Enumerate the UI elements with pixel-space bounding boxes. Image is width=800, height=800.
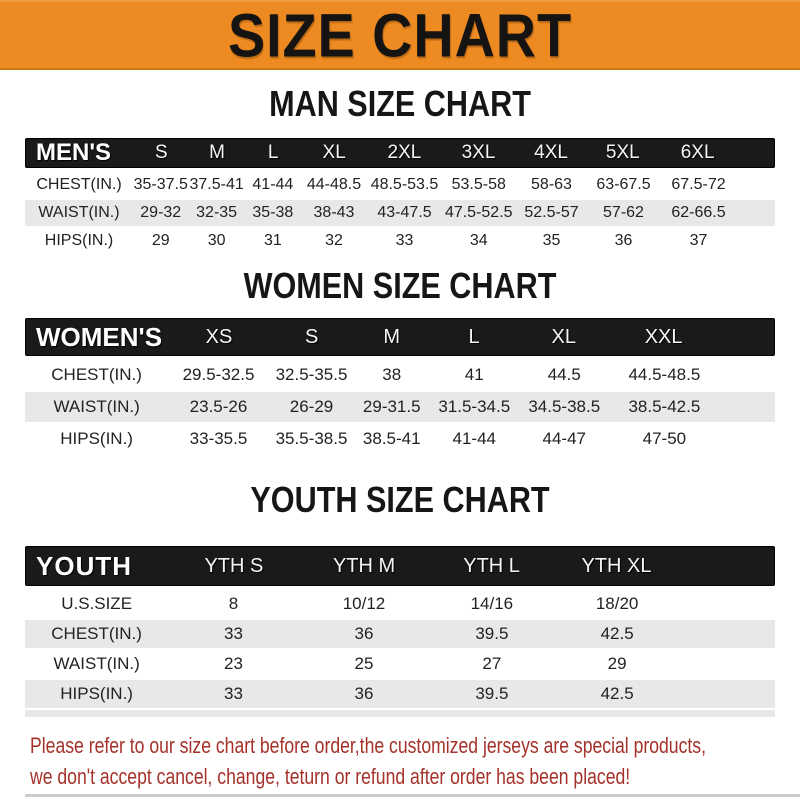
table-cell: 29 bbox=[607, 654, 627, 673]
table-cell: 35.5-38.5 bbox=[275, 429, 348, 448]
row-label: HIPS(IN.) bbox=[60, 429, 133, 448]
row-label: WAIST(IN.) bbox=[38, 204, 120, 221]
size-chart-banner bbox=[0, 0, 800, 70]
youth-size-table bbox=[25, 546, 775, 708]
table-cell: 33-35.5 bbox=[189, 429, 248, 448]
column-header: YTH M bbox=[332, 554, 396, 577]
disclaimer-line-1: Please refer to our size chart before order,the customized jerseys are special products, bbox=[30, 733, 706, 758]
table-cell: 27 bbox=[482, 654, 502, 673]
women-table-header-bar bbox=[25, 318, 775, 356]
column-header: 6XL bbox=[680, 142, 715, 163]
table-cell: 38-43 bbox=[313, 204, 355, 221]
table-row bbox=[25, 590, 775, 618]
table-cell: 42.5 bbox=[600, 624, 634, 643]
table-row bbox=[25, 200, 775, 226]
table-cell: 29.5-32.5 bbox=[182, 365, 255, 384]
women-heading-text: WOMEN SIZE CHART bbox=[243, 265, 557, 306]
table-cell: 39.5 bbox=[475, 624, 509, 643]
women-table-corner-label: WOMEN'S bbox=[36, 321, 163, 352]
column-header: 2XL bbox=[387, 142, 422, 163]
table-cell: 47.5-52.5 bbox=[444, 204, 513, 221]
table-cell: 53.5-58 bbox=[451, 176, 506, 193]
table-cell: 38 bbox=[382, 365, 402, 384]
table-cell: 29-31.5 bbox=[362, 397, 421, 416]
men-section-heading bbox=[0, 70, 800, 138]
column-header: S bbox=[155, 142, 168, 163]
table-cell: 18/20 bbox=[595, 594, 639, 613]
column-header: L bbox=[267, 142, 279, 163]
table-cell: 32-35 bbox=[196, 204, 238, 221]
table-cell: 35-38 bbox=[252, 204, 294, 221]
column-header: XL bbox=[551, 325, 576, 348]
men-table-corner-label: MEN'S bbox=[36, 139, 112, 166]
column-header: M bbox=[383, 325, 401, 348]
table-cell: 8 bbox=[228, 594, 239, 613]
youth-section-heading bbox=[0, 454, 800, 546]
table-cell: 62-66.5 bbox=[671, 204, 726, 221]
table-cell: 47-50 bbox=[642, 429, 687, 448]
women-size-table bbox=[25, 318, 775, 454]
table-cell: 44-47 bbox=[542, 429, 586, 448]
column-header: YTH S bbox=[204, 554, 264, 577]
table-cell: 31 bbox=[263, 232, 282, 249]
table-cell: 32.5-35.5 bbox=[275, 365, 348, 384]
banner-title: SIZE CHART bbox=[227, 0, 573, 70]
table-cell: 35 bbox=[542, 232, 561, 249]
table-cell: 38.5-42.5 bbox=[628, 397, 701, 416]
table-row bbox=[25, 392, 775, 422]
men-table-header-bar bbox=[25, 138, 775, 168]
table-cell: 44-48.5 bbox=[306, 176, 362, 193]
table-cell: 36 bbox=[614, 232, 633, 249]
bottom-divider bbox=[25, 794, 800, 797]
table-cell: 44.5 bbox=[547, 365, 581, 384]
row-label: HIPS(IN.) bbox=[44, 232, 114, 249]
table-cell: 29-32 bbox=[140, 204, 182, 221]
column-header: M bbox=[209, 142, 225, 163]
table-cell: 44.5-48.5 bbox=[628, 365, 701, 384]
table-cell: 41-44 bbox=[452, 429, 496, 448]
column-header: YTH L bbox=[463, 554, 520, 577]
table-cell: 39.5 bbox=[475, 684, 509, 703]
table-cell: 30 bbox=[207, 232, 226, 249]
table-cell: 33 bbox=[224, 684, 243, 703]
table-cell: 48.5-53.5 bbox=[370, 176, 439, 193]
table-cell: 34.5-38.5 bbox=[528, 397, 601, 416]
table-cell: 23.5-26 bbox=[189, 397, 248, 416]
table-cell: 38.5-41 bbox=[362, 429, 421, 448]
table-cell: 35-37.5 bbox=[133, 176, 188, 193]
table-cell: 43-47.5 bbox=[377, 204, 432, 221]
table-row bbox=[25, 680, 775, 708]
table-cell: 14/16 bbox=[470, 594, 514, 613]
table-cell: 10/12 bbox=[342, 594, 386, 613]
disclaimer-line-2: we don't accept cancel, change, teturn or refund after order has been placed! bbox=[30, 764, 631, 789]
table-row bbox=[25, 228, 775, 254]
table-cell: 41 bbox=[464, 365, 484, 384]
row-label: HIPS(IN.) bbox=[60, 684, 133, 703]
table-cell: 37 bbox=[689, 232, 708, 249]
column-header: 3XL bbox=[461, 142, 496, 163]
youth-heading-text: YOUTH SIZE CHART bbox=[250, 479, 550, 520]
table-cell: 29 bbox=[151, 232, 170, 249]
women-section-heading bbox=[0, 254, 800, 318]
table-cell: 25 bbox=[354, 654, 374, 673]
row-label: WAIST(IN.) bbox=[53, 654, 140, 673]
table-cell: 36 bbox=[354, 684, 374, 703]
table-row bbox=[25, 424, 775, 454]
table-cell: 33 bbox=[224, 624, 243, 643]
table-cell: 41-44 bbox=[252, 176, 294, 193]
row-label: CHEST(IN.) bbox=[51, 624, 142, 643]
youth-table-corner-label: YOUTH bbox=[36, 550, 132, 581]
table-row bbox=[25, 172, 775, 198]
table-row bbox=[25, 650, 775, 678]
table-cell: 42.5 bbox=[600, 684, 634, 703]
table-cell: 32 bbox=[325, 232, 343, 249]
table-row bbox=[25, 360, 775, 390]
table-cell: 36 bbox=[354, 624, 374, 643]
row-label: U.S.SIZE bbox=[61, 594, 133, 613]
table-cell: 33 bbox=[395, 232, 414, 249]
men-heading-text: MAN SIZE CHART bbox=[269, 83, 531, 124]
youth-table-bottom-border bbox=[25, 710, 775, 717]
table-cell: 58-63 bbox=[531, 176, 572, 193]
table-cell: 31.5-34.5 bbox=[438, 397, 511, 416]
table-cell: 67.5-72 bbox=[671, 176, 726, 193]
youth-table-header-bar bbox=[25, 546, 775, 586]
column-header: XS bbox=[205, 325, 233, 348]
table-cell: 57-62 bbox=[603, 204, 644, 221]
table-cell: 37.5-41 bbox=[189, 176, 244, 193]
column-header: XL bbox=[322, 142, 346, 163]
table-cell: 34 bbox=[469, 232, 488, 249]
table-cell: 23 bbox=[224, 654, 243, 673]
row-label: CHEST(IN.) bbox=[51, 365, 142, 384]
column-header: YTH XL bbox=[581, 554, 652, 577]
row-label: CHEST(IN.) bbox=[36, 176, 122, 193]
disclaimer-note bbox=[0, 730, 800, 792]
table-row bbox=[25, 620, 775, 648]
table-cell: 26-29 bbox=[289, 397, 334, 416]
table-cell: 63-67.5 bbox=[596, 176, 651, 193]
column-header: L bbox=[468, 325, 480, 348]
men-size-table bbox=[25, 138, 775, 254]
table-cell: 52.5-57 bbox=[524, 204, 579, 221]
column-header: S bbox=[305, 325, 319, 348]
row-label: WAIST(IN.) bbox=[53, 397, 140, 416]
column-header: 5XL bbox=[605, 142, 640, 163]
column-header: XXL bbox=[644, 325, 683, 348]
column-header: 4XL bbox=[534, 142, 568, 163]
